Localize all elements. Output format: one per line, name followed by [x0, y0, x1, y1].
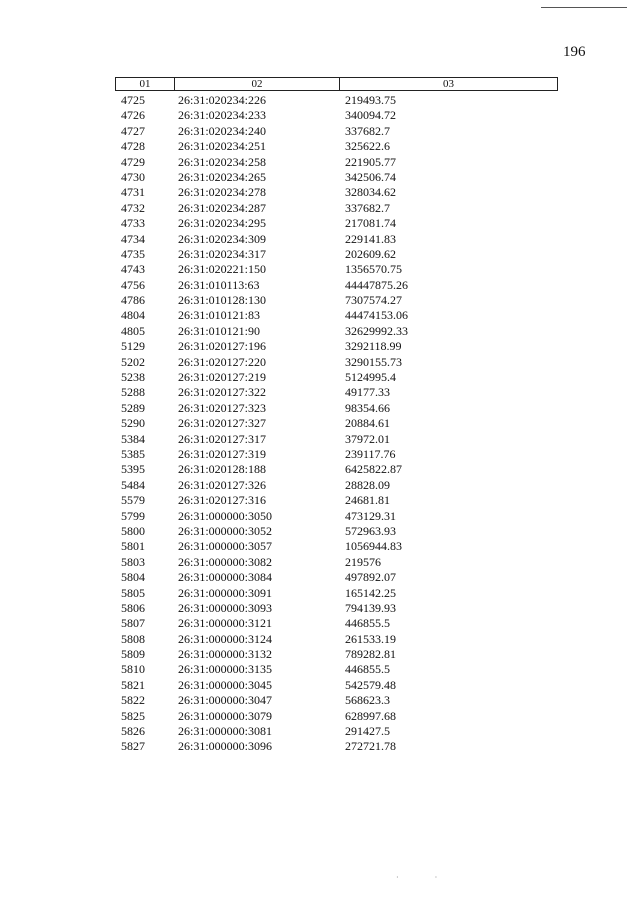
table-cell-col-01: 5826: [121, 724, 145, 739]
table-cell-col-01: 5822: [121, 693, 145, 708]
table-row: [0, 124, 640, 139]
table-row: [0, 139, 640, 154]
table-cell-col-01: 4730: [121, 169, 145, 184]
table-cell-col-02: 26:31:020234:258: [178, 154, 267, 169]
table-cell-col-02: 26:31:000000:3079: [178, 708, 273, 723]
header-col-02: 02: [175, 78, 340, 90]
table-cell-col-03: 446855.5: [345, 616, 390, 631]
table-cell-col-01: 5805: [121, 585, 145, 600]
table-row: [0, 432, 640, 447]
table-cell-col-02: 26:31:020127:327: [178, 416, 267, 431]
table-cell-col-03: 219493.75: [345, 93, 396, 107]
table-cell-col-01: 4726: [121, 108, 145, 123]
table-row: [0, 93, 640, 108]
table-cell-col-01: 5288: [121, 385, 145, 400]
table-cell-col-02: 26:31:020127:220: [178, 354, 267, 369]
table-cell-col-03: 1356570.75: [345, 262, 402, 277]
table-row: [0, 693, 640, 708]
table-cell-col-03: 272721.78: [345, 739, 396, 754]
table-cell-col-02: 26:31:020127:326: [178, 477, 267, 492]
table-row: [0, 370, 640, 385]
table-cell-col-01: 4805: [121, 323, 145, 338]
table-cell-col-03: 24681.81: [345, 493, 390, 508]
table-row: [0, 308, 640, 323]
table-cell-col-03: 291427.5: [345, 724, 390, 739]
table-cell-col-03: 32629992.33: [345, 323, 408, 338]
table-cell-col-03: 473129.31: [345, 508, 396, 523]
table-cell-col-01: 5806: [121, 600, 145, 615]
table-cell-col-02: 26:31:000000:3081: [178, 724, 273, 739]
table-cell-col-03: 44474153.06: [345, 308, 408, 323]
table-cell-col-03: 239117.76: [345, 446, 396, 461]
table-row: [0, 232, 640, 247]
table-row: [0, 385, 640, 400]
table-cell-col-01: 5385: [121, 446, 145, 461]
table-cell-col-01: 4786: [121, 293, 145, 308]
table-row: [0, 462, 640, 477]
table-row: [0, 570, 640, 585]
table-row: [0, 524, 640, 539]
table-cell-col-02: 26:31:020234:233: [178, 108, 267, 123]
table-cell-col-03: 3290155.73: [345, 354, 402, 369]
table-cell-col-03: 165142.25: [345, 585, 396, 600]
table-row: [0, 478, 640, 493]
table-cell-col-03: 28828.09: [345, 477, 390, 492]
table-cell-col-01: 4804: [121, 308, 145, 323]
table-row: [0, 739, 640, 754]
table-cell-col-01: 4733: [121, 216, 145, 231]
table-cell-col-03: 44447875.26: [345, 277, 408, 292]
table-cell-col-03: 794139.93: [345, 600, 396, 615]
table-cell-col-02: 26:31:000000:3091: [178, 585, 273, 600]
table-cell-col-01: 5579: [121, 493, 145, 508]
table-row: [0, 555, 640, 570]
table-cell-col-02: 26:31:020127:319: [178, 446, 267, 461]
table-cell-col-03: 49177.33: [345, 385, 390, 400]
table-cell-col-01: 5202: [121, 354, 145, 369]
table-row: [0, 185, 640, 200]
table-cell-col-01: 5799: [121, 508, 145, 523]
table-cell-col-02: 26:31:010113:63: [178, 277, 260, 292]
table-cell-col-03: 20884.61: [345, 416, 390, 431]
table-cell-col-01: 5800: [121, 523, 145, 538]
table-cell-col-01: 4729: [121, 154, 145, 169]
table-cell-col-01: 4727: [121, 123, 145, 138]
table-row: [0, 539, 640, 554]
table-cell-col-03: 340094.72: [345, 108, 396, 123]
table-cell-col-03: 1056944.83: [345, 539, 402, 554]
table-cell-col-01: 4734: [121, 231, 145, 246]
table-cell-col-01: 5827: [121, 739, 145, 754]
table-cell-col-01: 5803: [121, 554, 145, 569]
table-cell-col-02: 26:31:020234:295: [178, 216, 267, 231]
table-header: [115, 77, 558, 91]
table-cell-col-02: 26:31:010121:90: [178, 323, 261, 338]
table-cell-col-02: 26:31:000000:3050: [178, 508, 273, 523]
table-cell-col-03: 217081.74: [345, 216, 396, 231]
table-cell-col-03: 219576: [345, 554, 381, 569]
table-cell-col-03: 337682.7: [345, 200, 390, 215]
table-cell-col-02: 26:31:020234:226: [178, 93, 267, 107]
table-cell-col-02: 26:31:020234:317: [178, 246, 267, 261]
table-row: [0, 586, 640, 601]
table-body: [0, 93, 640, 755]
table-cell-col-03: 98354.66: [345, 400, 390, 415]
table-row: [0, 155, 640, 170]
table-cell-col-02: 26:31:000000:3093: [178, 600, 273, 615]
table-cell-col-02: 26:31:020234:265: [178, 169, 267, 184]
table-cell-col-02: 26:31:000000:3082: [178, 554, 273, 569]
table-cell-col-02: 26:31:020234:287: [178, 200, 267, 215]
table-row: [0, 416, 640, 431]
table-row: [0, 616, 640, 631]
table-row: [0, 632, 640, 647]
table-cell-col-02: 26:31:010121:83: [178, 308, 261, 323]
table-cell-col-02: 26:31:020127:317: [178, 431, 267, 446]
table-cell-col-03: 337682.7: [345, 123, 390, 138]
table-cell-col-01: 5484: [121, 477, 145, 492]
table-cell-col-03: 6425822.87: [345, 462, 402, 477]
table-cell-col-02: 26:31:020127:322: [178, 385, 267, 400]
table-row: [0, 108, 640, 123]
table-row: [0, 201, 640, 216]
table-row: [0, 724, 640, 739]
table-cell-col-02: 26:31:000000:3045: [178, 677, 273, 692]
table-cell-col-03: 446855.5: [345, 662, 390, 677]
table-cell-col-03: 7307574.27: [345, 293, 402, 308]
table-cell-col-01: 5810: [121, 662, 145, 677]
table-row: [0, 324, 640, 339]
table-row: [0, 447, 640, 462]
table-cell-col-01: 5384: [121, 431, 145, 446]
table-cell-col-02: 26:31:000000:3121: [178, 616, 273, 631]
table-cell-col-01: 5825: [121, 708, 145, 723]
table-cell-col-01: 5290: [121, 416, 145, 431]
table-cell-col-02: 26:31:000000:3057: [178, 539, 273, 554]
table-cell-col-01: 5129: [121, 339, 145, 354]
table-cell-col-03: 202609.62: [345, 246, 396, 261]
table-cell-col-02: 26:31:020221:150: [178, 262, 267, 277]
table-row: [0, 601, 640, 616]
table-cell-col-03: 5124995.4: [345, 370, 396, 385]
table-row: [0, 709, 640, 724]
table-row: [0, 339, 640, 354]
table-cell-col-01: 5289: [121, 400, 145, 415]
table-cell-col-01: 5808: [121, 631, 145, 646]
table-cell-col-02: 26:31:020127:316: [178, 493, 267, 508]
table-cell-col-03: 568623.3: [345, 693, 390, 708]
table-cell-col-03: 261533.19: [345, 631, 396, 646]
table-cell-col-03: 628997.68: [345, 708, 396, 723]
table-cell-col-02: 26:31:020234:240: [178, 123, 267, 138]
table-row: [0, 662, 640, 677]
table-row: [0, 493, 640, 508]
table-row: [0, 401, 640, 416]
top-rule: [541, 7, 627, 8]
table-cell-col-02: 26:31:020127:323: [178, 400, 267, 415]
table-row: [0, 355, 640, 370]
table-row: [0, 678, 640, 693]
table-cell-col-03: 37972.01: [345, 431, 390, 446]
table-cell-col-03: 325622.6: [345, 139, 390, 154]
table-row: [0, 278, 640, 293]
table-cell-col-02: 26:31:010128:130: [178, 293, 267, 308]
table-cell-col-02: 26:31:000000:3132: [178, 647, 273, 662]
table-cell-col-01: 4725: [121, 93, 145, 107]
table-cell-col-02: 26:31:000000:3084: [178, 570, 273, 585]
table-row: [0, 647, 640, 662]
table-cell-col-01: 5238: [121, 370, 145, 385]
table-cell-col-02: 26:31:020128:188: [178, 462, 267, 477]
table-row: [0, 293, 640, 308]
page-number: 196: [563, 44, 586, 60]
table-cell-col-03: 328034.62: [345, 185, 396, 200]
table-cell-col-02: 26:31:000000:3124: [178, 631, 273, 646]
table-cell-col-01: 5809: [121, 647, 145, 662]
table-cell-col-03: 229141.83: [345, 231, 396, 246]
header-col-03: 03: [443, 78, 454, 90]
table-cell-col-01: 4728: [121, 139, 145, 154]
table-cell-col-02: 26:31:020234:278: [178, 185, 267, 200]
table-cell-col-01: 5821: [121, 677, 145, 692]
table-cell-col-03: 789282.81: [345, 647, 396, 662]
table-cell-col-02: 26:31:000000:3047: [178, 693, 273, 708]
table-cell-col-01: 5807: [121, 616, 145, 631]
table-cell-col-02: 26:31:020127:196: [178, 339, 267, 354]
table-cell-col-03: 342506.74: [345, 169, 396, 184]
header-col-01: 01: [116, 78, 175, 90]
table-cell-col-01: 5395: [121, 462, 145, 477]
table-cell-col-02: 26:31:020234:309: [178, 231, 267, 246]
table-row: [0, 509, 640, 524]
table-cell-col-01: 4735: [121, 246, 145, 261]
table-cell-col-02: 26:31:020234:251: [178, 139, 267, 154]
table-cell-col-01: 4732: [121, 200, 145, 215]
table-row: [0, 170, 640, 185]
table-cell-col-02: 26:31:000000:3052: [178, 523, 273, 538]
table-cell-col-03: 497892.07: [345, 570, 396, 585]
table-cell-col-03: 572963.93: [345, 523, 396, 538]
table-cell-col-03: 221905.77: [345, 154, 396, 169]
table-cell-col-03: 542579.48: [345, 677, 396, 692]
table-cell-col-02: 26:31:000000:3096: [178, 739, 273, 754]
table-cell-col-02: 26:31:000000:3135: [178, 662, 273, 677]
table-row: [0, 262, 640, 277]
table-cell-col-01: 5801: [121, 539, 145, 554]
table-cell-col-01: 5804: [121, 570, 145, 585]
table-cell-col-01: 4743: [121, 262, 145, 277]
scan-specks: · ·: [396, 873, 438, 882]
table-cell-col-01: 4756: [121, 277, 145, 292]
table-cell-col-02: 26:31:020127:219: [178, 370, 267, 385]
table-row: [0, 247, 640, 262]
table-cell-col-01: 4731: [121, 185, 145, 200]
table-cell-col-03: 3292118.99: [345, 339, 402, 354]
table-row: [0, 216, 640, 231]
